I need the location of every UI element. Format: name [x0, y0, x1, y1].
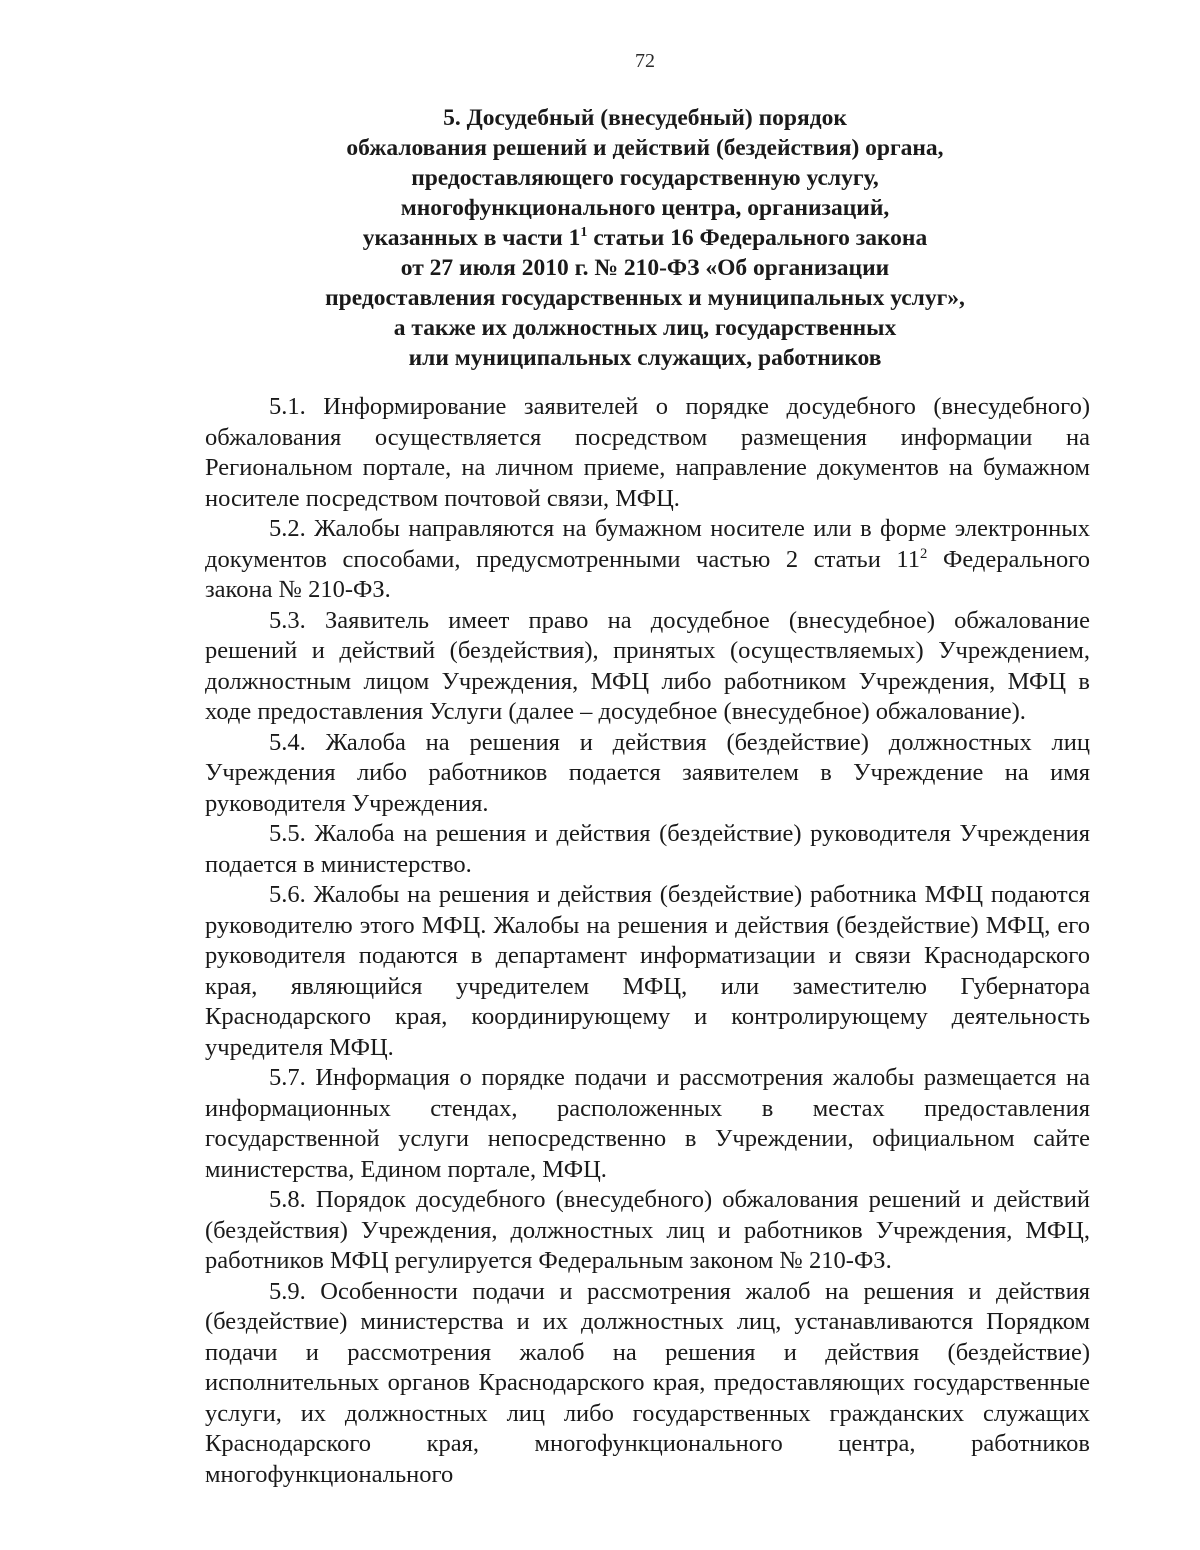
paragraph-5-4: 5.4. Жалоба на решения и действия (бездействие) должностных лиц Учреждения либо работников подается заявителем в Учреждение на имя руководителя Учреждения. — [205, 728, 1090, 817]
heading-line: предоставления государственных и муниципальных услуг», — [325, 285, 965, 311]
document-body — [205, 392, 1090, 1490]
paragraph-5-3: 5.3. Заявитель имеет право на досудебное (внесудебное) обжалование решений и действий (бездействия), принятых (осуществляемых) Учреждением, должностным лицом Учреждения, МФЦ либо работником Учреждения, МФЦ в ходе предоставления Услуги (далее – досудебное (внесудебное) обжалование). — [205, 606, 1090, 725]
paragraph-5-2-text: 5.2. Жалобы направляются на бумажном носителе или в форме электронных документов способами, предусмотренными частью 2 статьи 11 — [205, 515, 1090, 573]
heading-line: или муниципальных служащих, работников — [408, 345, 882, 371]
heading-superscript: 1 — [580, 224, 588, 241]
heading-line: многофункционального центра, организаций, — [400, 195, 890, 221]
heading-line: от 27 июля 2010 г. № 210-ФЗ «Об организации — [400, 255, 890, 281]
heading-line: предоставляющего государственную услугу, — [411, 165, 879, 191]
paragraph-5-9: 5.9. Особенности подачи и рассмотрения жалоб на решения и действия (бездействие) министерства и их должностных лиц, устанавливаются Порядком подачи и рассмотрения жалоб на решения и действия (бездействие) исполнительных органов Краснодарского края, предоставляющих государственные услуги, их должностных лиц либо государственных гражданских служащих Краснодарского края, многофункционального центра, работников многофункционального — [205, 1277, 1090, 1488]
paragraph-5-2-text-end: Федерального закона № 210-ФЗ. — [205, 545, 1090, 603]
heading-line — [200, 223, 1090, 253]
heading-line-part: статьи 16 Федерального закона — [587, 225, 928, 251]
paragraph-5-1: 5.1. Информирование заявителей о порядке досудебного (внесудебного) обжалования осуществляется посредством размещения информации на Региональном портале, на личном приеме, направление документов на бумажном носителе посредством почтовой связи, МФЦ. — [205, 393, 1090, 512]
paragraph-5-2-superscript: 2 — [920, 545, 928, 562]
heading-line: 5. Досудебный (внесудебный) порядок — [443, 105, 847, 131]
page-number: 72 — [635, 50, 655, 72]
paragraph-5-5: 5.5. Жалоба на решения и действия (бездействие) руководителя Учреждения подается в министерство. — [205, 820, 1090, 878]
paragraph-5-6: 5.6. Жалобы на решения и действия (бездействие) работника МФЦ подаются руководителю этого МФЦ. Жалобы на решения и действия (бездействие) МФЦ, его руководителя подаются в департамент информатизации и связи Краснодарского края, являющийся учредителем МФЦ, или заместителю Губернатора Краснодарского края, координирующему и контролирующему деятельность учредителя МФЦ. — [205, 881, 1090, 1061]
paragraph-5-7: 5.7. Информация о порядке подачи и рассмотрения жалобы размещается на информационных стендах, расположенных в местах предоставления государственной услуги непосредственно в Учреждении, официальном сайте министерства, Едином портале, МФЦ. — [205, 1064, 1090, 1183]
paragraph-5-8: 5.8. Порядок досудебного (внесудебного) обжалования решений и действий (бездействия) Учреждения, должностных лиц и работников Учреждения, МФЦ, работников МФЦ регулируется Федеральным законом № 210-ФЗ. — [205, 1186, 1090, 1274]
heading-line-part: указанных в части 1 — [362, 225, 581, 251]
heading-line: а также их должностных лиц, государственных — [393, 315, 897, 341]
heading-line: обжалования решений и действий (бездействия) органа, — [346, 135, 944, 161]
section-heading — [200, 103, 1090, 373]
paragraph-5-2 — [205, 514, 1090, 606]
